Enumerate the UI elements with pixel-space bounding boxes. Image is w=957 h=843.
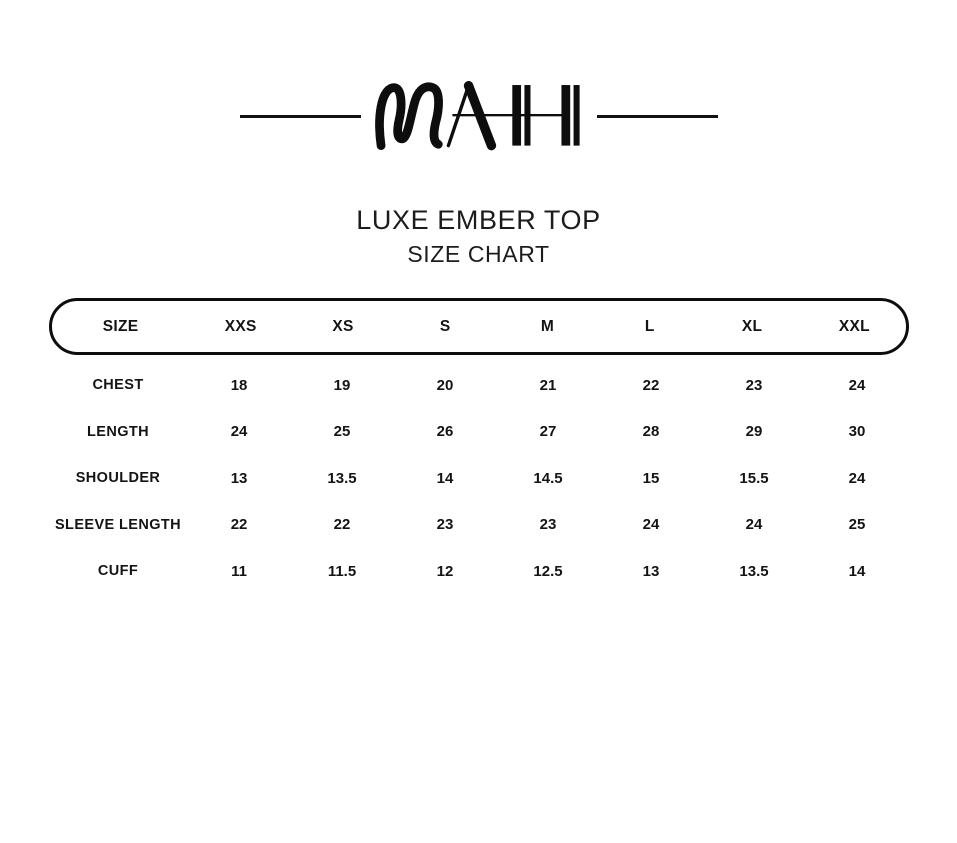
cell-value: 28: [642, 423, 660, 441]
cell-value: 26: [436, 423, 454, 441]
cell-value: 23: [745, 376, 763, 394]
cell-value: 13: [230, 469, 248, 487]
cell-value: 13.5: [327, 469, 357, 487]
size-table-header: [49, 298, 909, 355]
cell-value: 14.5: [533, 469, 563, 487]
cell-value: 24: [848, 469, 866, 487]
logo-letter-h-stem: [512, 85, 521, 146]
cell-value: 14: [436, 469, 454, 487]
cell-value: 30: [848, 423, 866, 441]
header-cell-xl: XL: [741, 317, 763, 335]
header-cell-xxs: XXS: [224, 317, 257, 335]
cell-value: 21: [539, 376, 557, 394]
cell-value: 11.5: [327, 562, 357, 580]
row-label: CHEST: [92, 377, 144, 394]
brand-logo-mahi-icon: [373, 81, 585, 151]
cell-value: 25: [333, 423, 351, 441]
cell-value: 20: [436, 376, 454, 394]
cell-value: 22: [642, 376, 660, 394]
product-title: LUXE EMBER TOP: [356, 205, 601, 235]
cell-value: 15.5: [739, 469, 769, 487]
size-row-sleeve-length: [49, 502, 909, 549]
cell-value: 23: [539, 516, 557, 534]
size-chart-page: [0, 82, 957, 843]
cell-value: 12.5: [533, 562, 563, 580]
size-table: [49, 298, 909, 595]
cell-value: 24: [230, 423, 248, 441]
cell-value: 15: [642, 469, 660, 487]
cell-value: 27: [539, 423, 557, 441]
logo-crossbar: [452, 114, 565, 116]
size-row-chest: [49, 362, 909, 409]
logo-letter-h-stem: [524, 85, 530, 146]
header-cell-l: L: [644, 317, 655, 335]
header-cell-m: M: [540, 317, 555, 335]
cell-value: 18: [230, 376, 248, 394]
cell-value: 12: [436, 562, 454, 580]
logo-left-rule: [240, 115, 361, 118]
cell-value: 23: [436, 516, 454, 534]
logo-letter-i-stem: [573, 85, 579, 146]
row-label: SHOULDER: [75, 470, 161, 487]
header-cell-s: S: [439, 317, 451, 335]
size-row-length: [49, 409, 909, 456]
logo-letter-m: [379, 87, 438, 146]
size-row-shoulder: [49, 455, 909, 502]
logo-letter-i-stem: [561, 85, 570, 146]
cell-value: 14: [848, 562, 866, 580]
cell-value: 24: [642, 516, 660, 534]
cell-value: 11: [231, 562, 247, 580]
row-label: LENGTH: [87, 423, 150, 440]
header-cell-size: SIZE: [102, 317, 139, 335]
cell-value: 22: [333, 516, 351, 534]
size-row-cuff: [49, 548, 909, 595]
header-cell-xxl: XXL: [838, 317, 870, 335]
size-chart-subtitle: SIZE CHART: [407, 241, 550, 267]
header-cell-xs: XS: [332, 317, 354, 335]
logo-right-rule: [597, 115, 718, 118]
cell-value: 24: [848, 376, 866, 394]
size-table-body: [49, 355, 909, 595]
cell-value: 25: [848, 516, 866, 534]
cell-value: 24: [745, 516, 763, 534]
cell-value: 19: [333, 376, 351, 394]
brand-header: [0, 82, 957, 150]
cell-value: 13: [642, 562, 660, 580]
row-label: CUFF: [97, 563, 139, 580]
cell-value: 13.5: [739, 562, 769, 580]
cell-value: 29: [745, 423, 763, 441]
row-label: SLEEVE LENGTH: [54, 516, 182, 533]
cell-value: 22: [230, 516, 248, 534]
